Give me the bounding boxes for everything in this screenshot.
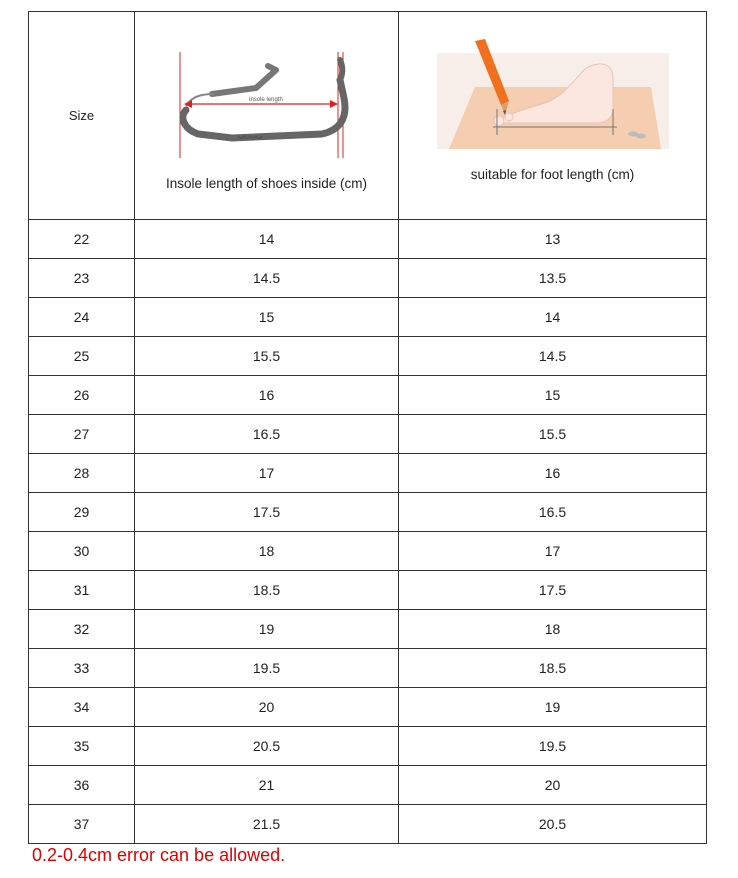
size-chart-table <box>28 11 707 844</box>
size-cell: 29 <box>29 493 135 532</box>
tolerance-note: 0.2-0.4cm error can be allowed. <box>32 845 286 865</box>
insole-length-cell: 21 <box>135 766 399 805</box>
size-cell: 33 <box>29 649 135 688</box>
insole-length-cell: 15.5 <box>135 337 399 376</box>
insole-length-cell: 17.5 <box>135 493 399 532</box>
insole-length-header <box>135 12 399 220</box>
table-row <box>29 532 707 571</box>
table-row <box>29 220 707 259</box>
table-row <box>29 649 707 688</box>
table-row <box>29 298 707 337</box>
insole-length-cell: 20.5 <box>135 727 399 766</box>
insole-length-header-label: Insole length of shoes inside (cm) <box>165 176 368 191</box>
shoe-insole-icon <box>172 50 362 162</box>
table-row <box>29 688 707 727</box>
table-row <box>29 766 707 805</box>
foot-length-cell: 17 <box>399 532 707 571</box>
header-row <box>29 12 707 220</box>
size-cell: 25 <box>29 337 135 376</box>
foot-length-cell: 18.5 <box>399 649 707 688</box>
foot-length-cell: 14 <box>399 298 707 337</box>
table-row <box>29 259 707 298</box>
foot-length-cell: 16.5 <box>399 493 707 532</box>
foot-length-cell: 15.5 <box>399 415 707 454</box>
insole-length-cell: 19 <box>135 610 399 649</box>
table-row <box>29 727 707 766</box>
insole-length-cell: 14 <box>135 220 399 259</box>
size-cell: 30 <box>29 532 135 571</box>
size-cell: 32 <box>29 610 135 649</box>
insole-length-cell: 16 <box>135 376 399 415</box>
foot-length-cell: 13 <box>399 220 707 259</box>
table-row <box>29 454 707 493</box>
size-cell: 27 <box>29 415 135 454</box>
foot-length-header <box>399 12 707 220</box>
insole-length-cell: 19.5 <box>135 649 399 688</box>
insole-length-cell: 17 <box>135 454 399 493</box>
foot-length-cell: 14.5 <box>399 337 707 376</box>
size-cell: 34 <box>29 688 135 727</box>
table-row <box>29 415 707 454</box>
table-row <box>29 610 707 649</box>
foot-length-cell: 20.5 <box>399 805 707 844</box>
table-row <box>29 337 707 376</box>
size-cell: 24 <box>29 298 135 337</box>
insole-length-cell: 20 <box>135 688 399 727</box>
foot-length-header-label: suitable for foot length (cm) <box>470 167 635 182</box>
foot-length-cell: 19 <box>399 688 707 727</box>
size-cell: 36 <box>29 766 135 805</box>
foot-length-cell: 19.5 <box>399 727 707 766</box>
insole-length-cell: 21.5 <box>135 805 399 844</box>
foot-length-cell: 20 <box>399 766 707 805</box>
size-header: Size <box>29 12 135 220</box>
table-row <box>29 805 707 844</box>
insole-length-cell: 14.5 <box>135 259 399 298</box>
size-cell: 31 <box>29 571 135 610</box>
insole-length-cell: 18 <box>135 532 399 571</box>
table-row <box>29 376 707 415</box>
size-cell: 23 <box>29 259 135 298</box>
foot-length-cell: 18 <box>399 610 707 649</box>
foot-length-cell: 17.5 <box>399 571 707 610</box>
size-cell: 37 <box>29 805 135 844</box>
foot-length-cell: 15 <box>399 376 707 415</box>
insole-length-cell: 18.5 <box>135 571 399 610</box>
foot-length-cell: 13.5 <box>399 259 707 298</box>
insole-length-illustration-label: insole length <box>248 97 283 103</box>
foot-length-cell: 16 <box>399 454 707 493</box>
table-row <box>29 571 707 610</box>
insole-length-cell: 15 <box>135 298 399 337</box>
table-row <box>29 493 707 532</box>
size-cell: 35 <box>29 727 135 766</box>
foot-measure-icon <box>435 39 671 151</box>
size-cell: 22 <box>29 220 135 259</box>
size-cell: 26 <box>29 376 135 415</box>
insole-length-cell: 16.5 <box>135 415 399 454</box>
size-cell: 28 <box>29 454 135 493</box>
